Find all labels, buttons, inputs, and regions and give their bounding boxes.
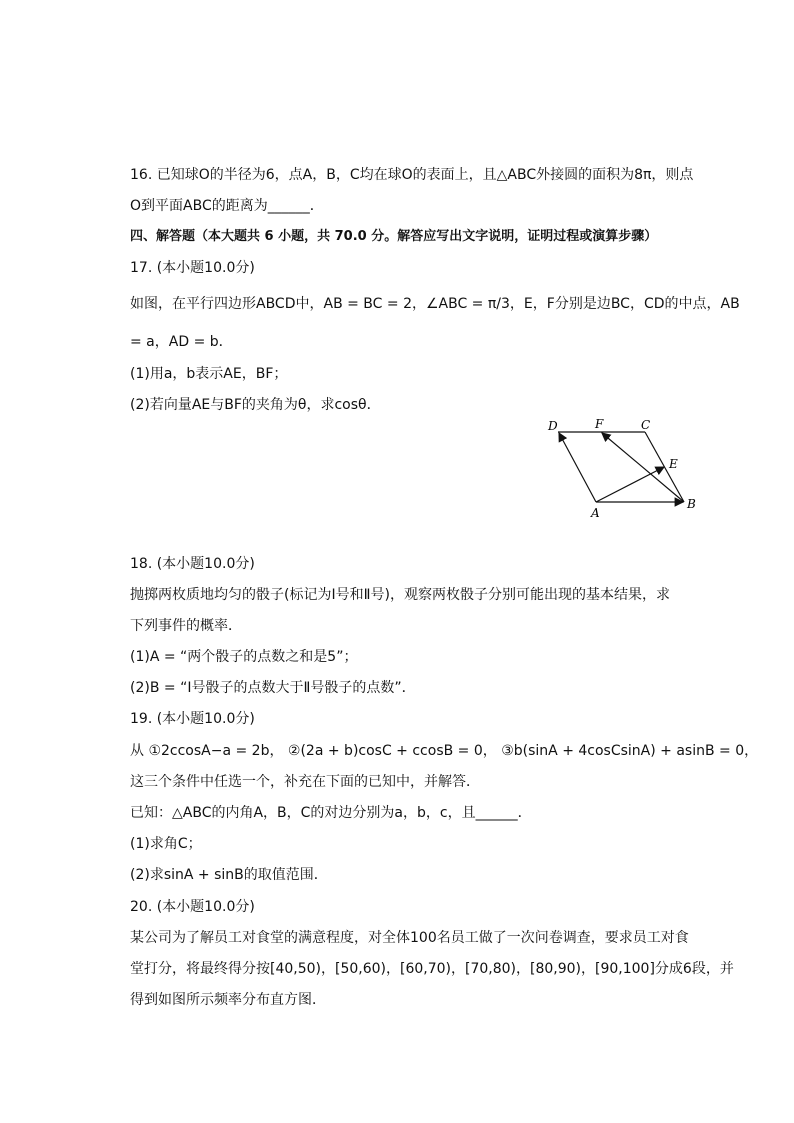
q19-line1: 从 ①2ccosA−a = 2b， ②(2a + b)cosC + ccosB = 0， ③b(sinA + 4cosCsinA) + asinB = 0， bbox=[130, 743, 759, 759]
q17-line1: 如图，在平行四边形ABCD中，AB = BC = 2，∠ABC = π/3，E，F分别是边BC，CD的中点，AB bbox=[130, 296, 740, 312]
label-a: A bbox=[591, 506, 600, 520]
q17-line3: (1)用a，b表示AE，BF； bbox=[130, 366, 288, 382]
q18-line1: 抛掷两枚质地均匀的骰子(标记为Ⅰ号和Ⅱ号)，观察两枚骰子分别可能出现的基本结果，求 bbox=[130, 587, 670, 603]
label-c: C bbox=[641, 418, 651, 432]
q17-line2: = a，AD = b． bbox=[130, 334, 233, 350]
vector-ad bbox=[559, 433, 596, 502]
q19-head: 19. (本小题10.0分) bbox=[130, 711, 255, 727]
q19-line5: (2)求sinA + sinB的取值范围． bbox=[130, 867, 328, 883]
q17-line4: (2)若向量AE与BF的夹角为θ，求cosθ． bbox=[130, 397, 381, 413]
q20-line1: 某公司为了解员工对食堂的满意程度，对全体100名员工做了一次问卷调查，要求员工对食 bbox=[130, 930, 689, 946]
edge-cb bbox=[645, 432, 684, 502]
label-d: D bbox=[548, 419, 558, 433]
q18-line4: (2)B = “Ⅰ号骰子的点数大于Ⅱ号骰子的点数”． bbox=[130, 680, 416, 696]
q16-line2: O到平面ABC的距离为______． bbox=[130, 198, 324, 214]
q18-line3: (1)A = “两个骰子的点数之和是5”； bbox=[130, 649, 358, 665]
q20-line2: 堂打分，将最终得分按[40,50)，[50,60)，[60,70)，[70,80)，[80,90)，[90,100]分成6段，并 bbox=[130, 961, 734, 977]
q19-line3: 已知：△ABC的内角A，B，C的对边分别为a，b，c，且______． bbox=[130, 805, 532, 821]
q20-head: 20. (本小题10.0分) bbox=[130, 899, 255, 915]
parallelogram-figure bbox=[540, 410, 710, 520]
vector-ae bbox=[596, 467, 664, 502]
section-heading: 四、解答题（本大题共 6 小题，共 70.0 分。解答应写出文字说明，证明过程或演算步骤） bbox=[130, 229, 658, 244]
q17-head: 17. (本小题10.0分) bbox=[130, 260, 255, 276]
q18-head: 18. (本小题10.0分) bbox=[130, 556, 255, 572]
label-e: E bbox=[669, 457, 678, 471]
q19-line4: (1)求角C； bbox=[130, 836, 202, 852]
label-f: F bbox=[595, 417, 604, 431]
q19-line2: 这三个条件中任选一个，补充在下面的已知中，并解答． bbox=[130, 774, 480, 790]
q16-line1: 16. 已知球O的半径为6，点A，B，C均在球O的表面上，且△ABC外接圆的面积为8π，则点 bbox=[130, 167, 694, 183]
q20-line3: 得到如图所示频率分布直方图． bbox=[130, 992, 326, 1008]
q18-line2: 下列事件的概率． bbox=[130, 618, 242, 634]
label-b: B bbox=[687, 497, 696, 511]
